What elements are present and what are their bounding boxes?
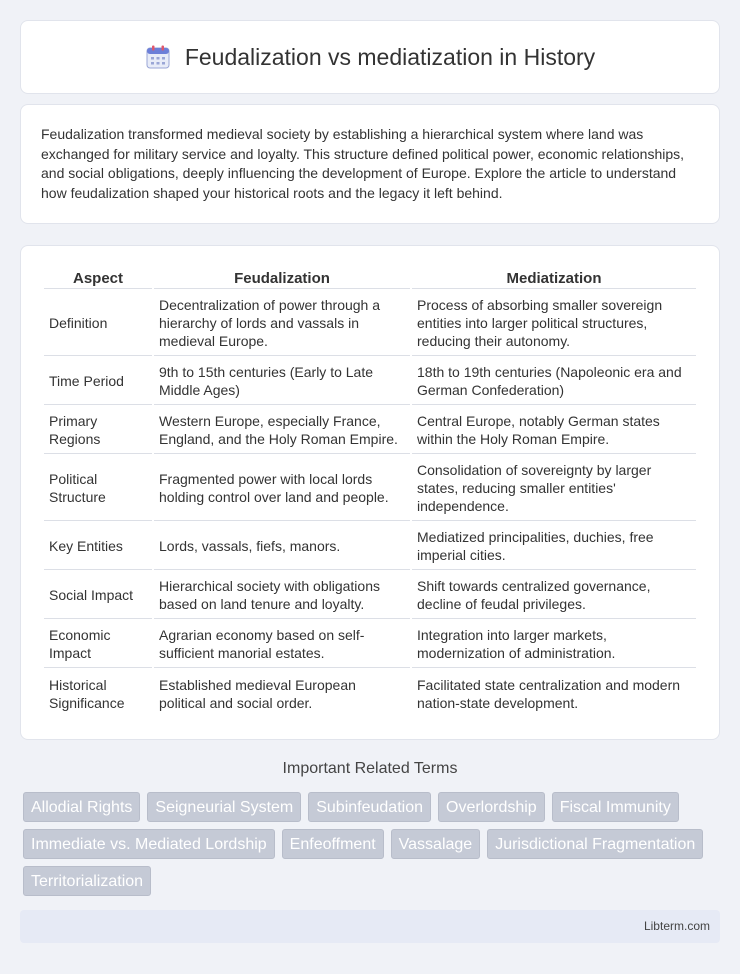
table-row bbox=[44, 291, 696, 356]
table-cell: Definition bbox=[44, 291, 152, 356]
related-term-tag[interactable]: Jurisdictional Fragmentation bbox=[487, 829, 703, 859]
table-cell: Facilitated state centralization and modern nation-state development. bbox=[417, 676, 681, 711]
table-cell: Key Entities bbox=[44, 523, 152, 570]
footer bbox=[20, 910, 720, 943]
table-cell: Time Period bbox=[44, 358, 152, 405]
comparison-table-card bbox=[20, 245, 720, 740]
table-cell: Process of absorbing smaller sovereign entities into larger political structures, reducing their autonomy. bbox=[412, 291, 696, 356]
intro-text: Feudalization transformed medieval society by establishing a hierarchical system where land was exchanged for military service and loyalty. This structure defined political power, economic relationships, and social obligations, deeply influencing the development of Europe. Explore the article to understand how feudalization shaped your historical roots and the legacy it left behind. bbox=[41, 126, 685, 201]
related-term-tag[interactable]: Immediate vs. Mediated Lordship bbox=[23, 829, 275, 859]
intro-card bbox=[20, 104, 720, 224]
table-cell: Economic Impact bbox=[44, 621, 152, 668]
table-cell: Social Impact bbox=[44, 572, 152, 619]
table-cell: Integration into larger markets, modernization of administration. bbox=[412, 621, 696, 668]
table-cell: Agrarian economy based on self-sufficient manorial estates. bbox=[154, 621, 410, 668]
related-term-tag[interactable]: Overlordship bbox=[438, 792, 545, 822]
page-title: Feudalization vs mediatization in History bbox=[184, 43, 596, 70]
related-term-tag[interactable]: Enfeoffment bbox=[282, 829, 384, 859]
table-cell: Western Europe, especially France, England, and the Holy Roman Empire. bbox=[154, 407, 410, 454]
table-row bbox=[44, 456, 696, 521]
related-term-tag[interactable]: Allodial Rights bbox=[23, 792, 140, 822]
related-terms-list bbox=[23, 792, 723, 896]
comparison-table bbox=[42, 266, 698, 719]
header-mediatization: Mediatization bbox=[412, 268, 696, 289]
table-row bbox=[44, 621, 696, 668]
table-row bbox=[44, 358, 696, 405]
related-term-tag[interactable]: Territorialization bbox=[23, 866, 151, 896]
related-terms-title: Important Related Terms bbox=[282, 760, 458, 777]
table-cell: Decentralization of power through a hierarchy of lords and vassals in medieval Europe. bbox=[154, 291, 410, 356]
table-row bbox=[44, 407, 696, 454]
related-term-tag[interactable]: Vassalage bbox=[391, 829, 481, 859]
table-row bbox=[44, 523, 696, 570]
calendar-icon bbox=[145, 44, 171, 70]
table-cell: Historical Significance bbox=[49, 676, 125, 711]
table-cell: Primary Regions bbox=[44, 407, 152, 454]
table-cell: Hierarchical society with obligations based on land tenure and loyalty. bbox=[154, 572, 410, 619]
related-term-tag[interactable]: Fiscal Immunity bbox=[552, 792, 679, 822]
header-feudalization: Feudalization bbox=[154, 268, 410, 289]
table-cell: Shift towards centralized governance, decline of feudal privileges. bbox=[412, 572, 696, 619]
table-cell: Fragmented power with local lords holding control over land and people. bbox=[154, 456, 410, 521]
table-row bbox=[44, 572, 696, 619]
table-cell: 9th to 15th centuries (Early to Late Middle Ages) bbox=[154, 358, 410, 405]
table-cell: Lords, vassals, fiefs, manors. bbox=[154, 523, 410, 570]
table-cell: Mediatized principalities, duchies, free imperial cities. bbox=[412, 523, 696, 570]
header-aspect: Aspect bbox=[44, 268, 152, 289]
footer-site-link[interactable]: Libterm.com bbox=[643, 919, 710, 933]
table-row bbox=[44, 670, 696, 717]
table-cell: Established medieval European political and social order. bbox=[159, 676, 356, 711]
table-cell: Consolidation of sovereignty by larger states, reducing smaller entities' independence. bbox=[412, 456, 696, 521]
related-term-tag[interactable]: Subinfeudation bbox=[308, 792, 431, 822]
header-card bbox=[20, 20, 720, 94]
related-term-tag[interactable]: Seigneurial System bbox=[147, 792, 301, 822]
table-cell: Central Europe, notably German states within the Holy Roman Empire. bbox=[412, 407, 696, 454]
table-cell: Political Structure bbox=[44, 456, 152, 521]
table-cell: 18th to 19th centuries (Napoleonic era and German Confederation) bbox=[412, 358, 696, 405]
table-header-row bbox=[44, 268, 696, 289]
